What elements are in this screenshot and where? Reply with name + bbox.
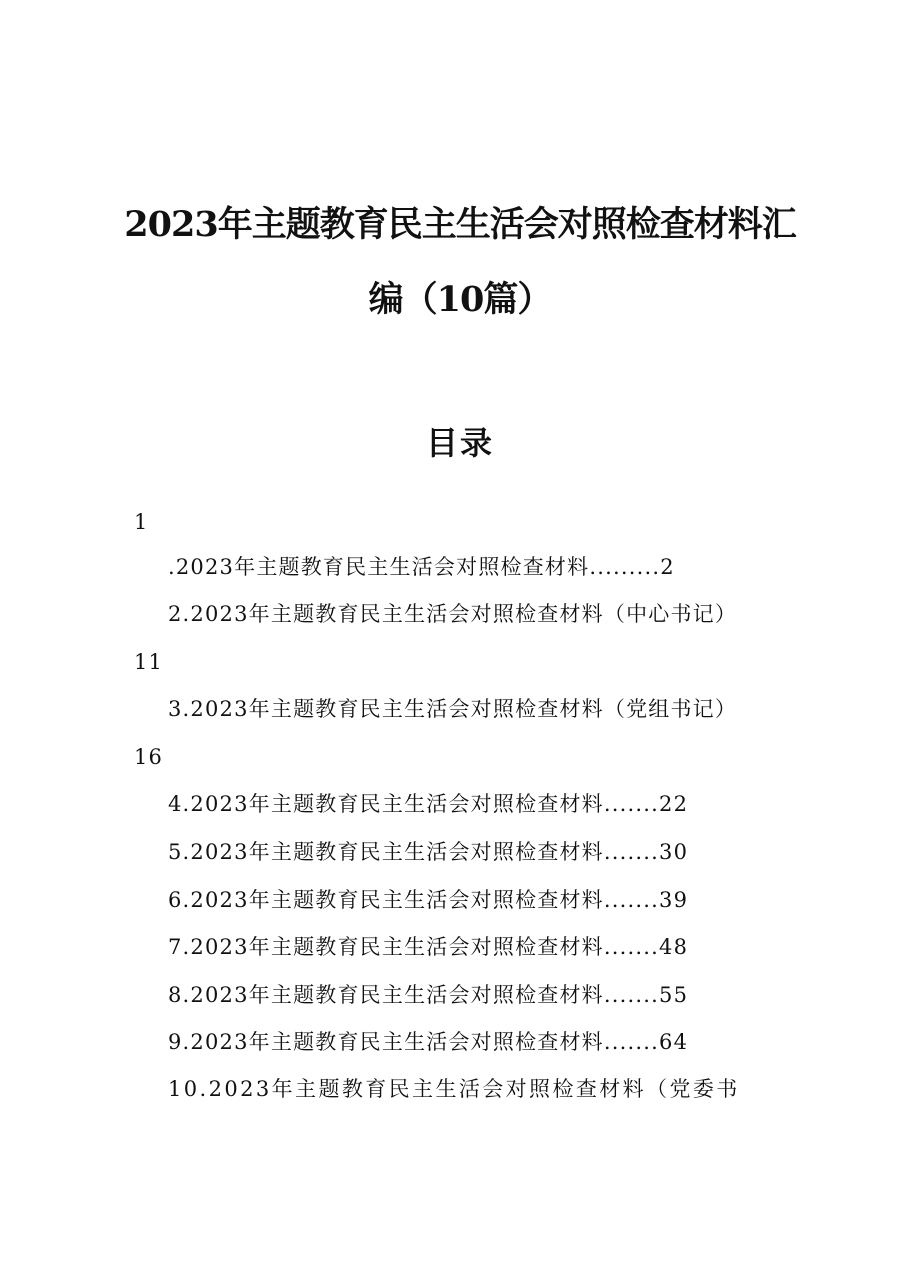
toc-entry[interactable]: 10.2023年主题教育民主生活会对照检查材料（党委书: [168, 1077, 740, 1101]
toc-entry[interactable]: 9.2023年主题教育民主生活会对照检查材料.......64: [168, 1030, 689, 1054]
toc-entry[interactable]: 7.2023年主题教育民主生活会对照检查材料.......48: [168, 935, 689, 959]
toc-page-number: 16: [134, 745, 164, 769]
document-title-line-2: 编（10篇）: [368, 279, 552, 320]
toc-page-number: 1: [134, 510, 149, 534]
toc-entry[interactable]: 6.2023年主题教育民主生活会对照检查材料.......39: [168, 888, 689, 912]
toc-page-number: 11: [134, 650, 164, 674]
toc-entry[interactable]: 4.2023年主题教育民主生活会对照检查材料.......22: [168, 792, 689, 816]
toc-entry[interactable]: 8.2023年主题教育民主生活会对照检查材料.......55: [168, 983, 689, 1007]
toc-entry[interactable]: 2.2023年主题教育民主生活会对照检查材料（中心书记）: [168, 602, 738, 626]
toc-heading: 目录: [425, 424, 494, 462]
toc-entry[interactable]: .2023年主题教育民主生活会对照检查材料.........2: [168, 555, 675, 579]
document-title-line-1: 2023年主题教育民主生活会对照检查材料汇: [124, 204, 796, 245]
toc-entry[interactable]: 5.2023年主题教育民主生活会对照检查材料.......30: [168, 840, 689, 864]
toc-entry[interactable]: 3.2023年主题教育民主生活会对照检查材料（党组书记）: [168, 697, 738, 721]
